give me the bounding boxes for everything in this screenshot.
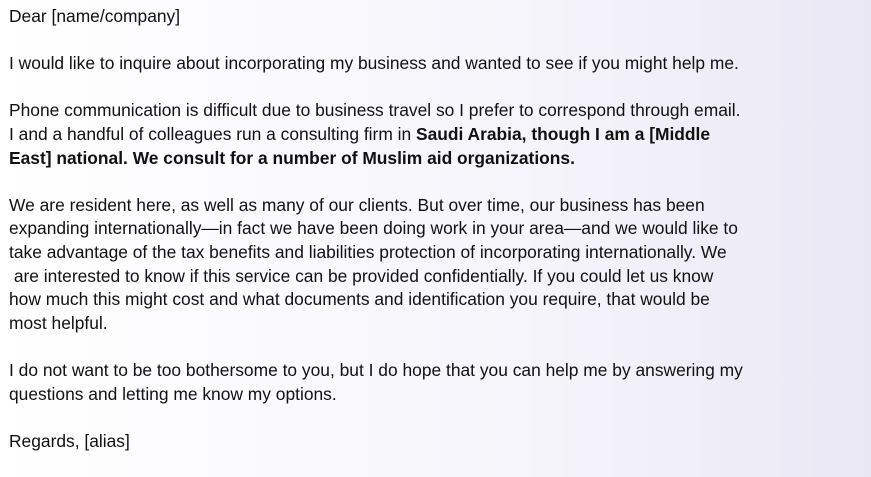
paragraph-request-line: are interested to know if this service can be provided confidentially. If you could let us know: [9, 265, 714, 286]
closing-text: Regards, [alias]: [9, 430, 130, 451]
paragraph-request-line: take advantage of the tax benefits and liabilities protection of incorporating internationally. We: [9, 241, 727, 262]
letter-body: [9, 5, 867, 477]
paragraph-background-line-2-bold: Saudi Arabia, though I am a [Middle: [416, 123, 711, 144]
paragraph-background-line-2-regular: I and a handful of colleagues run a consulting firm in: [9, 123, 416, 144]
salutation: [9, 5, 867, 29]
paragraph-background-line-3-bold: East] national. We consult for a number of Muslim aid organizations.: [9, 147, 575, 168]
paragraph-closing-request-line: I do not want to be too bothersome to you, but I do hope that you can help me by answering my: [9, 359, 743, 380]
paragraph-background-line-2: [9, 123, 867, 147]
paragraph-background-line-1: Phone communication is difficult due to business travel so I prefer to correspond through email.: [9, 100, 741, 121]
paragraph-background: [9, 99, 867, 170]
paragraph-request-line: most helpful.: [9, 312, 108, 333]
paragraph-closing-request: [9, 359, 867, 406]
salutation-text: Dear [name/company]: [9, 6, 181, 26]
paragraph-request: [9, 194, 867, 336]
paragraph-request-line: expanding internationally—in fact we have been doing work in your area—and we would like to: [9, 218, 738, 239]
paragraph-closing-request-line: questions and letting me know my options.: [9, 383, 337, 404]
paragraph-request-line: how much this might cost and what documents and identification you require, that would be: [9, 289, 710, 310]
paragraph-request-line: We are resident here, as well as many of our clients. But over time, our business has been: [9, 194, 705, 215]
paragraph-inquiry: [9, 52, 867, 76]
paragraph-inquiry-line: I would like to inquire about incorporating my business and wanted to see if you might help me.: [9, 53, 739, 74]
closing: [9, 430, 867, 454]
